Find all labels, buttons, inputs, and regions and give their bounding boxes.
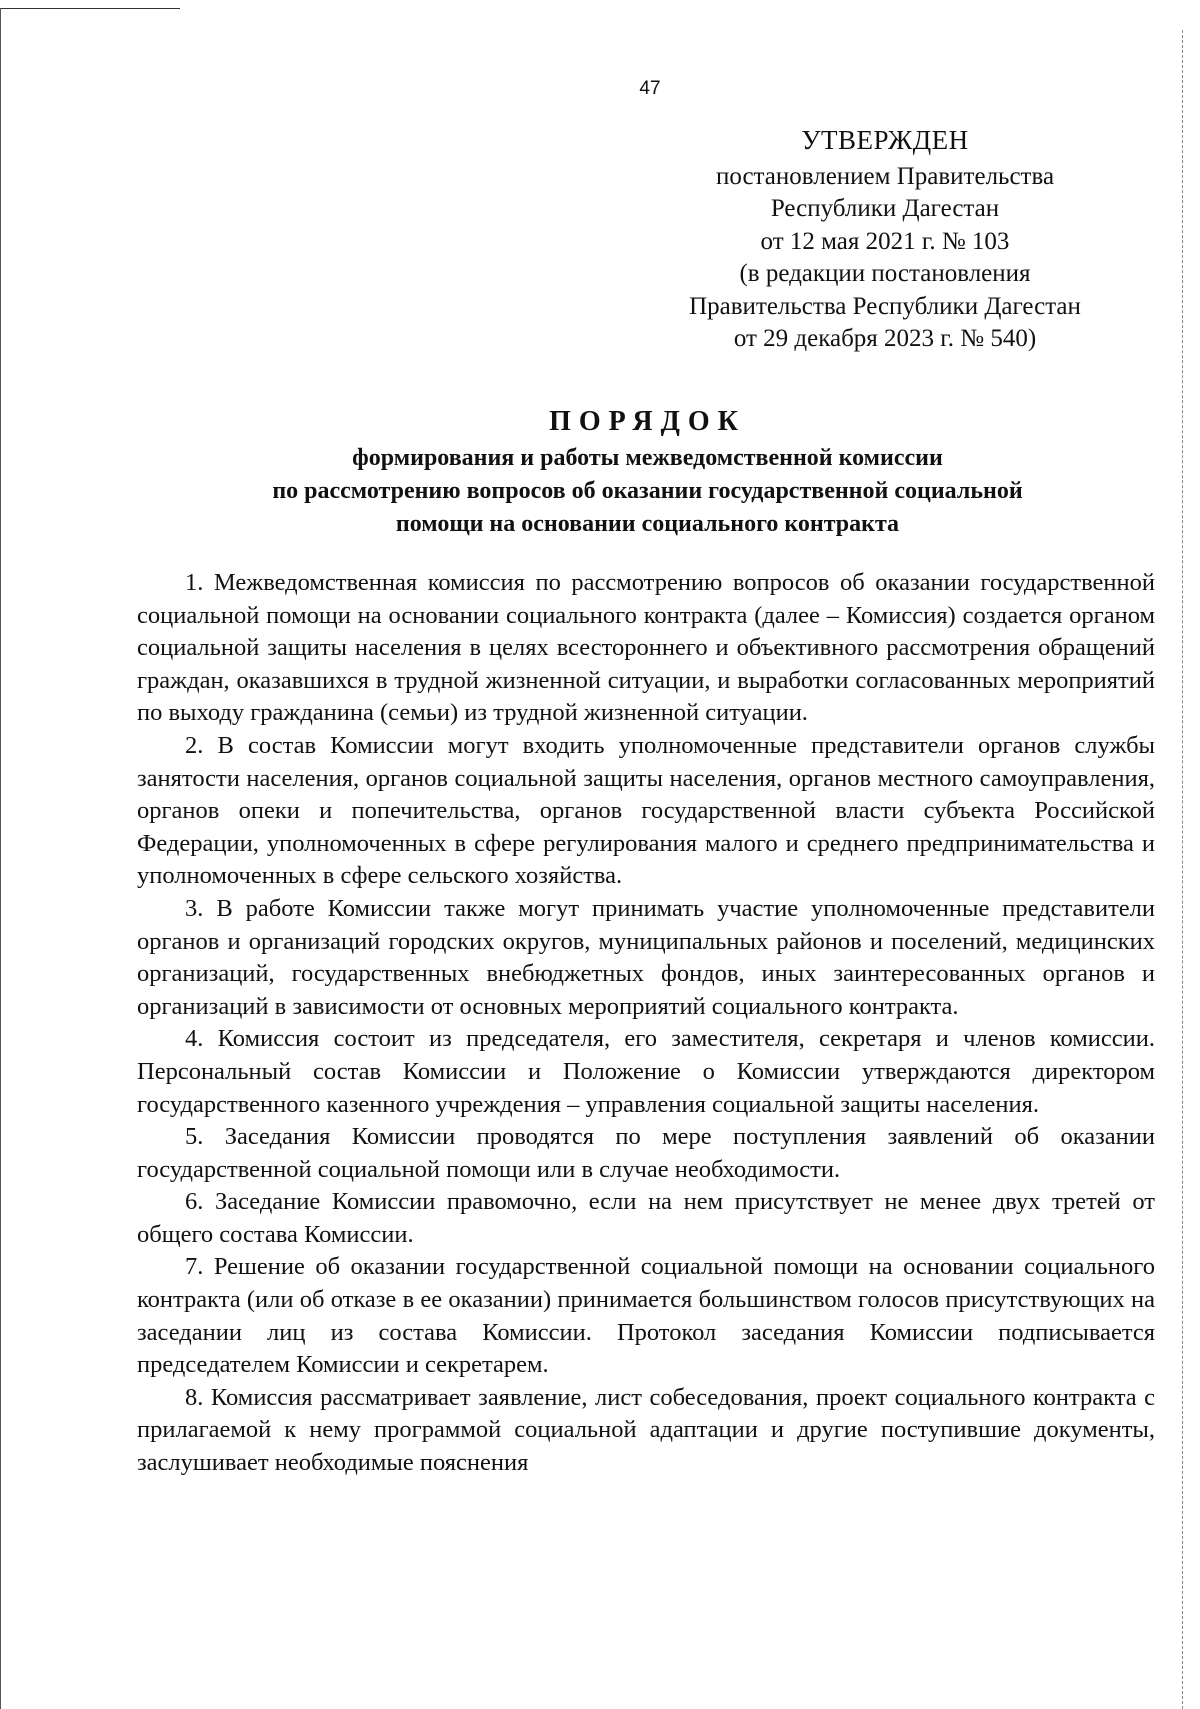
document-subtitle-line: формирования и работы межведомственной комиссии (352, 445, 943, 471)
approval-block (640, 124, 1130, 356)
approval-title: УТВЕРЖДЕН (801, 125, 969, 155)
document-subtitle-line: по рассмотрению вопросов об оказании государственной социальной (272, 478, 1023, 504)
scan-edge-left (0, 8, 1, 1709)
paragraph-3: 3. В работе Комиссии также могут принимать участие уполномоченные представители органов и организаций городских округов, муниципальных районов и поселений, медицинских организаций, государственных внебюджетных фондов, иных заинтересованных органов и организаций в зависимости от основных мероприятий социального контракта. (137, 894, 1155, 1020)
approval-line: Правительства Республики Дагестан (689, 292, 1081, 320)
approval-line: от 29 декабря 2023 г. № 540) (733, 325, 1037, 352)
document-subtitle-line: помощи на основании социального контракта (395, 511, 900, 537)
paragraph-1: 1. Межведомственная комиссия по рассмотрению вопросов об оказании государственной социальной помощи на основании социального контракта (далее – Комиссия) создается органом социальной защиты населения в целях всестороннего и объективного рассмотрения обращений граждан, оказавшихся в трудной жизненной ситуации, и выработки согласованных мероприятий по выходу гражданина (семьи) из трудной жизненной ситуации. (137, 569, 1155, 727)
scan-edge-top (0, 8, 180, 9)
approval-line: от 12 мая 2021 г. № 103 (760, 227, 1010, 255)
paragraph-5: 5. Заседания Комиссии проводятся по мере поступления заявлений об оказании государственной социальной помощи или в случае необходимости. (137, 1123, 1155, 1183)
document-body (137, 567, 1155, 1480)
scan-edge-right (1182, 30, 1183, 1709)
page-number: 47 (639, 78, 661, 99)
approval-line: Республики Дагестан (770, 195, 1000, 222)
paragraph-8: 8. Комиссия рассматривает заявление, лист собеседования, проект социального контракта с прилагаемой к нему программой социальной адаптации и другие поступившие документы, заслушивает необходимые пояснения (137, 1383, 1155, 1477)
paragraph-6: 6. Заседание Комиссии правомочно, если на нем присутствует не менее двух третей от общего состава Комиссии. (137, 1188, 1155, 1248)
document-heading (140, 404, 1155, 541)
paragraph-7: 7. Решение об оказании государственной социальной помощи на основании социального контракта (или об отказе в ее оказании) принимается большинством голосов присутствующих на заседании лиц из состава Комиссии. Протокол заседания Комиссии подписывается председателем Комиссии и секретарем. (137, 1253, 1155, 1379)
approval-line: постановлением Правительства (715, 162, 1055, 190)
paragraph-2: 2. В состав Комиссии могут входить уполномоченные представители органов службы занятости населения, органов социальной защиты населения, органов местного самоуправления, органов опеки и попечительства, органов государственной власти субъекта Российской Федерации, уполномоченных в сфере регулирования малого и среднего предпринимательства и уполномоченных в сфере сельского хозяйства. (137, 731, 1155, 890)
paragraph-4: 4. Комиссия состоит из председателя, его заместителя, секретаря и членов комиссии. Персональный состав Комиссии и Положение о Комиссии утверждаются директором государственного казенного учреждения – управления социальной защиты населения. (137, 1025, 1155, 1118)
approval-line: (в редакции постановления (739, 260, 1031, 287)
document-title: ПОРЯДОК (549, 406, 746, 437)
